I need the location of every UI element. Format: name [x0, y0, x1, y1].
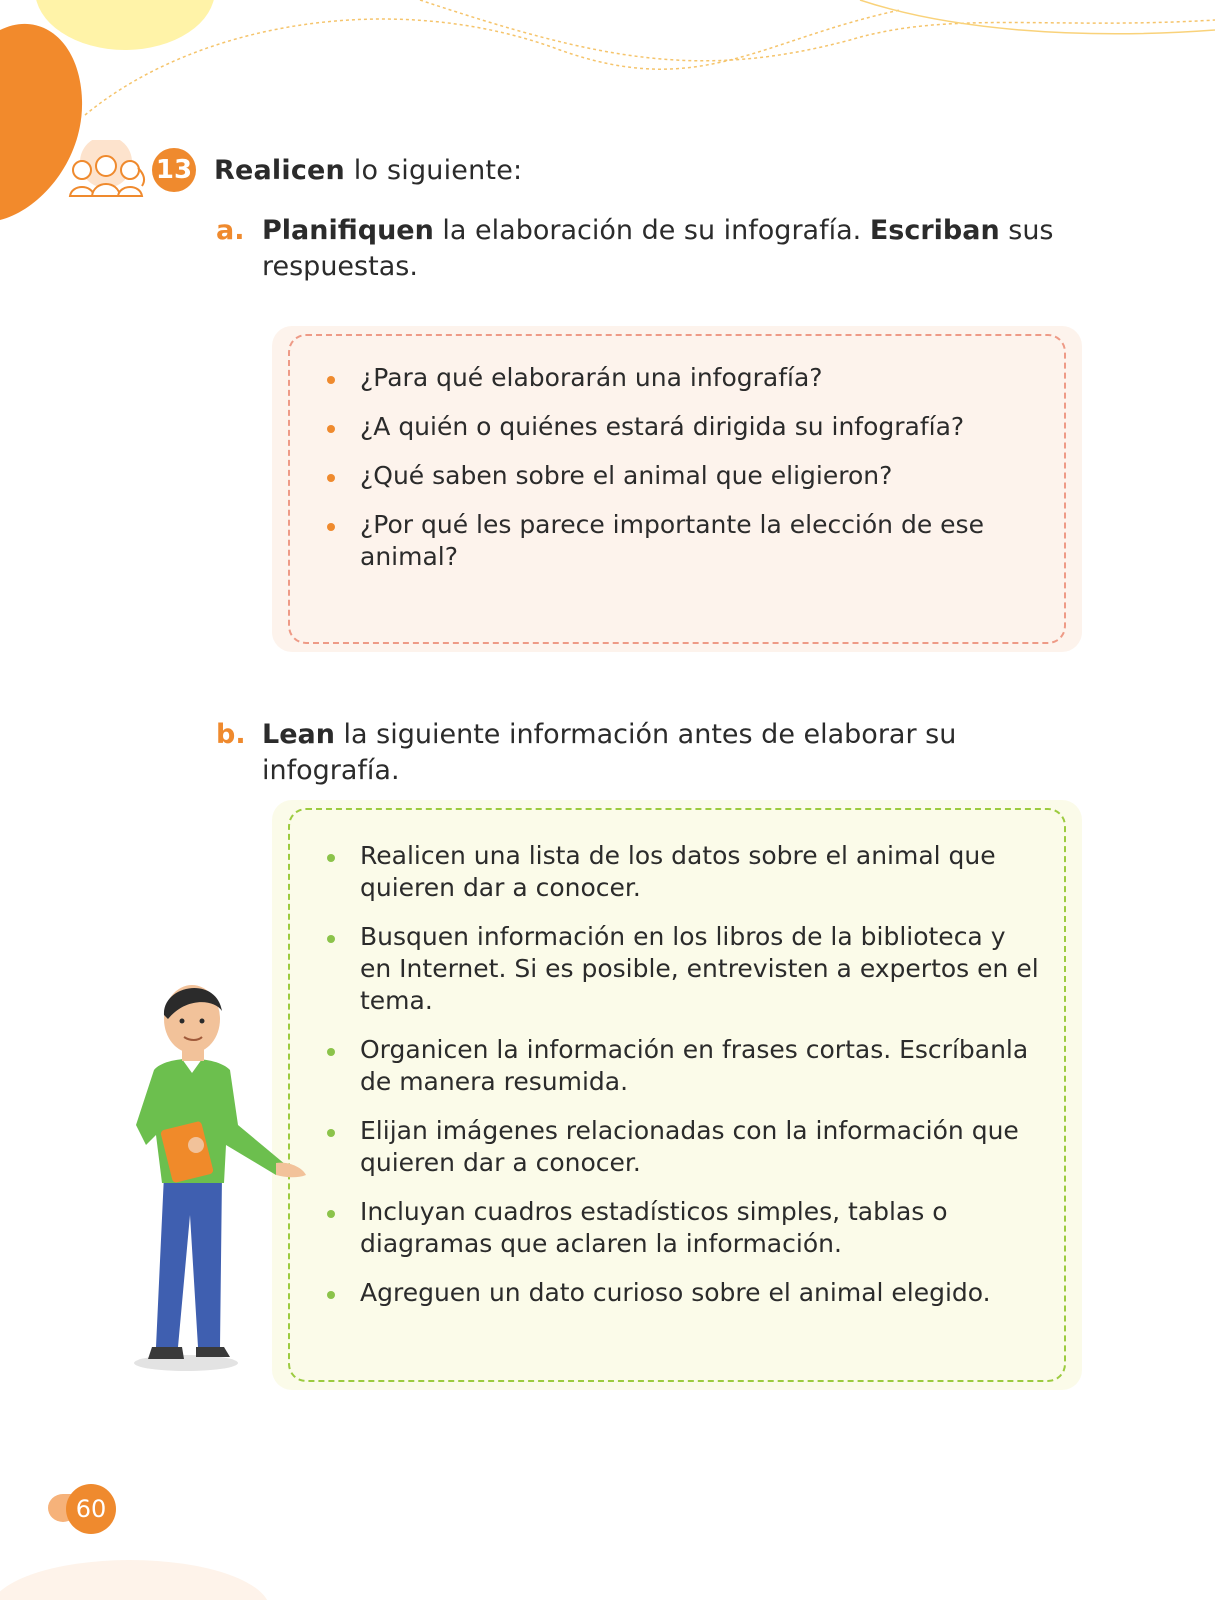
activity-header — [66, 140, 522, 200]
item-b — [216, 717, 1096, 789]
activity-number-badge: 13 — [152, 148, 196, 192]
list-item: ¿Por qué les parece importante la elección de ese animal? — [318, 509, 1040, 573]
bullet-icon — [327, 1291, 335, 1299]
activity-instruction — [214, 155, 522, 186]
item-a-text: Planifiquen la elaboración de su infografía. Escriban sus respuestas. — [262, 215, 1054, 282]
list-item: Organicen la información en frases cortas. Escríbanla de manera resumida. — [318, 1034, 1040, 1098]
instruction-verb: Realicen — [214, 154, 345, 186]
bullet-icon — [327, 425, 335, 433]
bullet-icon — [327, 935, 335, 943]
list-item: Busquen información en los libros de la biblioteca y en Internet. Si es posible, entrevisten a expertos en el tema. — [318, 921, 1040, 1017]
bullet-icon — [327, 376, 335, 384]
list-item: ¿Qué saben sobre el animal que eligieron? — [318, 460, 1040, 492]
group-work-icon — [66, 140, 150, 200]
decorative-header-shapes — [0, 0, 1215, 240]
bullet-icon — [327, 523, 335, 531]
bullet-icon — [327, 1129, 335, 1137]
decorative-footer-shape — [0, 1530, 1215, 1600]
list-item: ¿A quién o quiénes estará dirigida su infografía? — [318, 411, 1040, 443]
list-item: Realicen una lista de los datos sobre el animal que quieren dar a conocer. — [318, 840, 1040, 904]
infographic-tips-box — [272, 800, 1082, 1390]
infographic-tips-list — [318, 840, 1040, 1309]
item-a-letter: a. — [216, 215, 245, 246]
item-a — [216, 213, 1096, 285]
item-b-letter: b. — [216, 719, 246, 750]
list-item: Agreguen un dato curioso sobre el animal elegido. — [318, 1277, 1040, 1309]
page-number: 60 — [66, 1484, 116, 1534]
teacher-illustration — [126, 975, 316, 1375]
list-item: Elijan imágenes relacionadas con la información que quieren dar a conocer. — [318, 1115, 1040, 1179]
bullet-icon — [327, 1210, 335, 1218]
bullet-icon — [327, 854, 335, 862]
instruction-rest: lo siguiente: — [344, 154, 523, 186]
planning-questions-list — [318, 362, 1040, 573]
list-item: Incluyan cuadros estadísticos simples, tablas o diagramas que aclaren la información. — [318, 1196, 1040, 1260]
list-item: ¿Para qué elaborarán una infografía? — [318, 362, 1040, 394]
planning-questions-box — [272, 326, 1082, 652]
bullet-icon — [327, 474, 335, 482]
item-b-text: Lean la siguiente información antes de elaborar su infografía. — [262, 719, 957, 786]
bullet-icon — [327, 1048, 335, 1056]
